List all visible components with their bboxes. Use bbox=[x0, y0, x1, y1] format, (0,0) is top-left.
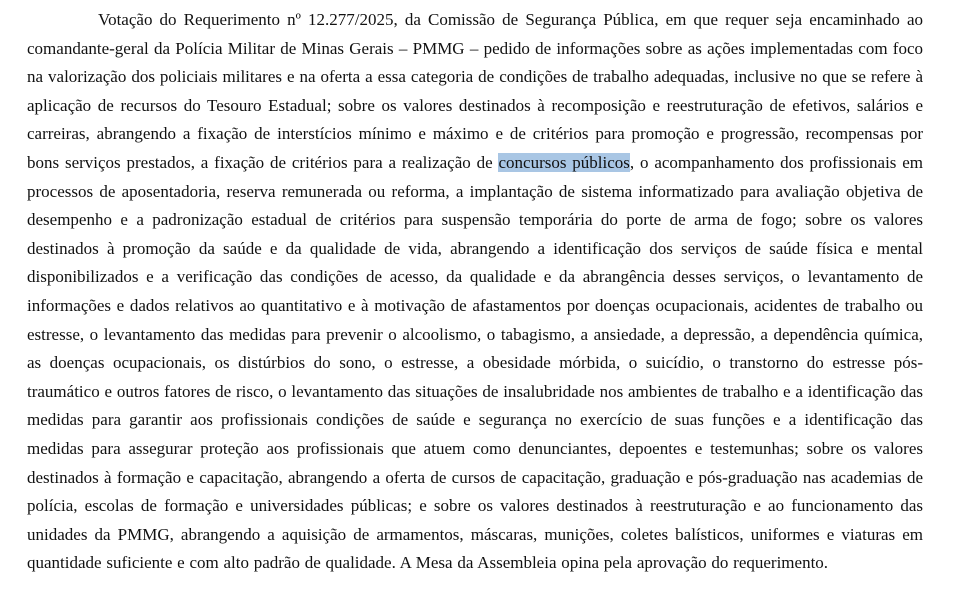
document-paragraph[interactable] bbox=[27, 0, 923, 578]
paragraph-text-end: , o acompanhamento dos profissionais em processos de aposentadoria, reserva remunerada ou reforma, a implantação de sistema informatizado para avaliação objetiva de desempenho e a padronização estadual de critérios para suspensão temporária do porte de arma de fogo; sobre os valores destinados à promoção da saúde e da qualidade de vida, abrangendo a identificação dos serviços de saúde física e mental disponibilizados e a verificação das condições de acesso, da qualidade e da abrangência desses serviços, o levantamento de informações e dados relativos ao quantitativo e à motivação de afastamentos por doenças ocupacionais, acidentes de trabalho ou estresse, o levantamento das medidas para prevenir o alcoolismo, o tabagismo, a ansiedade, a depressão, a dependência química, as doenças ocupacionais, os distúrbios do sono, o estresse, a obesidade mórbida, o suicídio, o transtorno do estresse pós-traumático e outros fatores de risco, o levantamento das situações de insalubridade nos ambientes de trabalho e a identificação das medidas para garantir aos profissionais condições de saúde e segurança no exercício de suas funções e a identificação das medidas para assegurar proteção aos profissionais que atuem como denunciantes, depoentes e testemunhas; sobre os valores destinados à formação e capacitação, abrangendo a oferta de cursos de capacitação, graduação e pós-graduação nas academias de polícia, escolas de formação e universidades públicas; e sobre os valores destinados à reestruturação e ao funcionamento das unidades da PMMG, abrangendo a aquisição de armamentos, máscaras, munições, coletes balísticos, uniformes e viaturas em quantidade suficiente e com alto padrão de qualidade. A Mesa da Assembleia opina pela aprovação do requerimento. bbox=[27, 152, 924, 573]
document-page bbox=[27, 0, 923, 605]
selected-text-highlight[interactable]: concursos públicos bbox=[498, 152, 630, 172]
paragraph-text-start: Votação do Requerimento nº 12.277/2025, da Comissão de Segurança Pública, em que requer seja encaminhado ao comandante-geral da Polícia Militar de Minas Gerais – PMMG – pedido de informações sobre as ações implementadas com foco na valorização dos policiais militares e na oferta a essa categoria de condições de trabalho adequadas, inclusive no que se refere à aplicação de recursos do Tesouro Estadual; sobre os valores destinados à recomposição e reestruturação de efetivos, salários e carreiras, abrangendo a fixação de interstícios mínimo e máximo e de critérios para promoção e progressão, recompensas por bons serviços prestados, a fixação de critérios para a realização de bbox=[27, 10, 923, 172]
